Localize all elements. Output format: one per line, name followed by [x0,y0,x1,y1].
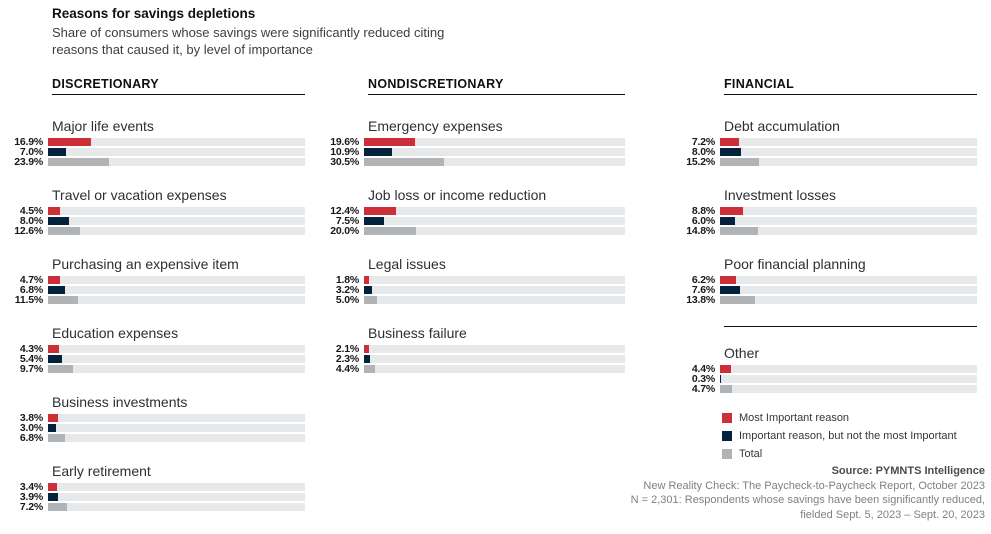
legend-label: Important reason, but not the most Important [739,430,957,442]
bar-track [48,217,305,225]
page-title: Reasons for savings depletions [52,6,256,21]
bar-row-most-important-reason [672,207,977,215]
bar-fill [48,424,56,432]
bar-row-most-important-reason [0,414,305,422]
bar-value-label: 7.0% [19,146,43,158]
bar-fill [364,207,396,215]
bar-value-label: 6.8% [19,432,43,444]
bar-row-important-reason-but-not-the-most-important [0,424,305,432]
bar-track [48,276,305,284]
category-title: Investment losses [724,187,837,203]
category-major-life-events [0,118,305,166]
section-divider [724,326,977,327]
bar-fill [364,138,415,146]
legend-swatch-most-important [722,413,732,423]
bar-fill [48,148,66,156]
legend-item-important-not-most [722,431,957,441]
bar-value-label: 4.7% [691,383,715,395]
bar-fill [48,414,58,422]
bar-value-label: 4.4% [691,363,715,375]
category-early-retirement [0,463,305,511]
bar-value-label: 7.5% [335,215,359,227]
footer-line: fielded Sept. 5, 2023 – Sept. 20, 2023 [800,508,985,521]
bar-fill [364,296,377,304]
bar-row-most-important-reason [0,345,305,353]
bar-row-most-important-reason [672,365,977,373]
bar-value-label: 2.1% [335,343,359,355]
bar-fill [48,434,65,442]
category-emergency-expenses [316,118,625,166]
category-title: Job loss or income reduction [368,187,547,203]
bar-fill [720,227,758,235]
bar-value-label: 16.9% [14,136,43,148]
bar-value-label: 3.9% [19,491,43,503]
bar-value-label: 30.5% [330,156,359,168]
bar-row-important-reason-but-not-the-most-important [672,148,977,156]
bar-value-label: 10.9% [330,146,359,158]
bar-value-label: 7.2% [691,136,715,148]
bar-fill [48,345,59,353]
category-title: Poor financial planning [724,256,866,272]
bar-row-total [316,227,625,235]
bar-fill [720,286,740,294]
bar-row-important-reason-but-not-the-most-important [316,217,625,225]
bar-track [720,158,977,166]
bar-row-most-important-reason [0,207,305,215]
category-title: Other [724,345,760,361]
bar-fill [364,148,392,156]
bar-track [48,138,305,146]
bar-fill [48,355,62,363]
category-business-investments [0,394,305,442]
bar-row-total [672,385,977,393]
bar-row-total [672,296,977,304]
category-legal-issues [316,256,625,304]
bar-track [48,493,305,501]
bar-track [720,365,977,373]
bar-track [48,296,305,304]
bar-fill [364,286,372,294]
legend-swatch-total [722,449,732,459]
column-discretionary [0,78,305,513]
bar-value-label: 11.5% [14,294,43,306]
legend-label: Total [739,448,763,460]
bar-fill [364,227,416,235]
bar-row-total [0,296,305,304]
category-title: Debt accumulation [724,118,840,134]
bar-row-important-reason-but-not-the-most-important [672,217,977,225]
category-debt-accumulation [672,118,977,166]
source-note [631,464,985,522]
bar-track [48,414,305,422]
bar-track [48,227,305,235]
bar-track [720,227,977,235]
footer-line: N = 2,301: Respondents whose savings have been significantly reduced, [630,494,985,507]
bar-track [720,296,977,304]
bar-row-important-reason-but-not-the-most-important [316,286,625,294]
bar-row-important-reason-but-not-the-most-important [316,148,625,156]
bar-value-label: 15.2% [686,156,715,168]
bar-fill [48,138,91,146]
bar-track [364,296,625,304]
bar-value-label: 3.4% [19,481,43,493]
legend-swatch-important-not-most [722,431,732,441]
bar-track [364,276,625,284]
bar-track [48,207,305,215]
category-title: Education expenses [52,325,179,341]
bar-row-most-important-reason [672,276,977,284]
bar-value-label: 1.8% [335,274,359,286]
bar-fill [48,296,78,304]
bar-fill [364,276,369,284]
legend-item-total [722,449,957,459]
bar-value-label: 8.0% [19,215,43,227]
bar-row-total [0,158,305,166]
column-nondiscretionary [316,78,625,375]
chart-subtitle-line1: Share of consumers whose savings were significantly reduced citing [52,25,445,40]
bar-row-important-reason-but-not-the-most-important [0,286,305,294]
bar-track [364,217,625,225]
bar-fill [720,217,735,225]
bar-row-most-important-reason [316,138,625,146]
bar-fill [364,158,444,166]
bar-track [364,355,625,363]
bar-track [364,148,625,156]
bar-fill [48,365,73,373]
category-title: Emergency expenses [368,118,503,134]
bar-track [48,345,305,353]
category-title: Travel or vacation expenses [52,187,227,203]
column-header: NONDISCRETIONARY [368,78,625,95]
bar-value-label: 12.4% [330,205,359,217]
bar-fill [364,217,384,225]
bar-track [48,158,305,166]
category-title: Major life events [52,118,154,134]
column-financial [672,78,977,395]
bar-track [364,138,625,146]
bar-fill [48,503,67,511]
bar-row-important-reason-but-not-the-most-important [0,217,305,225]
category-poor-financial-planning [672,256,977,304]
bar-row-important-reason-but-not-the-most-important [0,148,305,156]
bar-row-total [0,227,305,235]
bar-row-important-reason-but-not-the-most-important [672,375,977,383]
bar-row-most-important-reason [0,276,305,284]
bar-fill [48,227,80,235]
column-header: DISCRETIONARY [52,78,305,95]
bar-value-label: 19.6% [330,136,359,148]
bar-value-label: 4.4% [335,363,359,375]
category-investment-losses [672,187,977,235]
bar-track [364,158,625,166]
bar-value-label: 0.3% [691,373,715,385]
bar-track [48,424,305,432]
bar-track [48,286,305,294]
bar-value-label: 6.8% [19,284,43,296]
bar-track [720,375,977,383]
bar-row-total [0,503,305,511]
bar-value-label: 3.8% [19,412,43,424]
bar-value-label: 3.2% [335,284,359,296]
legend-item-most-important [722,413,957,423]
bar-value-label: 8.8% [691,205,715,217]
bar-value-label: 6.2% [691,274,715,286]
source-line: Source: PYMNTS Intelligence [831,465,985,477]
bar-row-total [0,365,305,373]
bar-fill [720,276,736,284]
bar-value-label: 5.0% [335,294,359,306]
bar-fill [48,276,60,284]
bar-row-important-reason-but-not-the-most-important [316,355,625,363]
bar-track [720,385,977,393]
bar-row-most-important-reason [0,138,305,146]
bar-fill [48,493,58,501]
bar-track [48,483,305,491]
bar-value-label: 5.4% [19,353,43,365]
category-title: Legal issues [368,256,446,272]
bar-fill [720,207,743,215]
bar-value-label: 7.2% [19,501,43,513]
bar-fill [48,483,57,491]
category-purchasing-an-expensive-item [0,256,305,304]
bar-value-label: 20.0% [330,225,359,237]
bar-value-label: 2.3% [335,353,359,365]
bar-fill [364,355,370,363]
bar-fill [48,207,60,215]
bar-track [48,434,305,442]
column-header: FINANCIAL [724,78,977,95]
bar-value-label: 8.0% [691,146,715,158]
bar-value-label: 14.8% [686,225,715,237]
bar-value-label: 12.6% [14,225,43,237]
bar-row-total [672,158,977,166]
bar-row-total [316,296,625,304]
category-title: Business investments [52,394,188,410]
bar-track [720,217,977,225]
bar-track [364,345,625,353]
category-other [672,345,977,393]
bar-track [720,207,977,215]
bar-value-label: 4.7% [19,274,43,286]
bar-row-total [0,434,305,442]
bar-fill [48,286,65,294]
bar-track [720,148,977,156]
bar-track [720,138,977,146]
bar-fill [720,385,732,393]
bar-row-important-reason-but-not-the-most-important [0,355,305,363]
category-education-expenses [0,325,305,373]
bar-value-label: 4.3% [19,343,43,355]
bar-value-label: 23.9% [14,156,43,168]
bar-value-label: 9.7% [19,363,43,375]
bar-fill [720,148,741,156]
bar-row-total [316,365,625,373]
bar-fill [48,217,69,225]
bar-value-label: 13.8% [686,294,715,306]
category-title: Business failure [368,325,467,341]
bar-track [48,503,305,511]
bar-value-label: 7.6% [691,284,715,296]
bar-value-label: 3.0% [19,422,43,434]
bar-row-most-important-reason [316,207,625,215]
legend [722,413,957,467]
chart-subtitle [52,24,444,58]
bar-track [48,355,305,363]
bar-track [48,365,305,373]
bar-track [364,227,625,235]
footer-line: New Reality Check: The Paycheck-to-Paycheck Report, October 2023 [643,479,985,492]
category-travel-or-vacation-expenses [0,187,305,235]
bar-track [364,365,625,373]
bar-row-important-reason-but-not-the-most-important [672,286,977,294]
bar-fill [720,365,731,373]
bar-fill [48,158,109,166]
bar-row-total [672,227,977,235]
bar-row-total [316,158,625,166]
category-title: Purchasing an expensive item [52,256,239,272]
legend-label: Most Important reason [739,412,850,424]
bar-row-important-reason-but-not-the-most-important [0,493,305,501]
bar-track [48,148,305,156]
bar-row-most-important-reason [316,276,625,284]
category-title: Early retirement [52,463,151,479]
bar-value-label: 4.5% [19,205,43,217]
bar-fill [720,138,739,146]
bar-track [364,286,625,294]
bar-track [364,207,625,215]
category-business-failure [316,325,625,373]
bar-fill [720,158,759,166]
bar-value-label: 6.0% [691,215,715,227]
bar-track [720,276,977,284]
category-job-loss-or-income-reduction [316,187,625,235]
bar-fill [720,296,755,304]
bar-fill [364,345,369,353]
chart-subtitle-line2: reasons that caused it, by level of importance [52,42,313,57]
bar-row-most-important-reason [0,483,305,491]
bar-fill [364,365,375,373]
bar-fill [720,375,721,383]
bar-track [720,286,977,294]
bar-row-most-important-reason [672,138,977,146]
bar-row-most-important-reason [316,345,625,353]
